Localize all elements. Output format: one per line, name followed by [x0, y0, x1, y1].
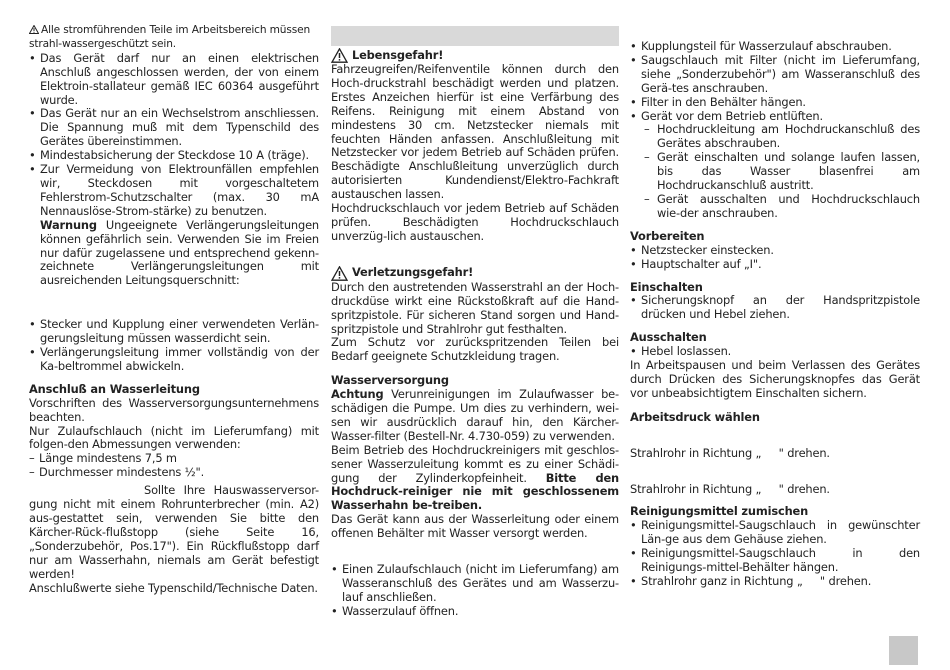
section-title-vorbereiten: Vorbereiten	[630, 228, 705, 243]
paragraph: In Arbeitspausen und beim Verlassen des Gerätes durch Drücken des Sicherungsknopfes das Gerät vor unbeabsichtigtem Einschalten sichern.	[630, 358, 920, 400]
paragraph: Beim Betrieb des Hochdruckreinigers mit geschlos-sener Wasserzuleitung kommt es zu einer Schädi-gung der Zylinderkopfeinheit. Bitte den Hochdruck-reiniger nie mit geschlossenem Wasserhahn be-treiben.	[331, 442, 619, 513]
paragraph: Nur Zulaufschlauch (nicht im Lieferumfang) mit folgen-den Abmessungen verwenden:	[29, 423, 319, 452]
section-title-einschalten: Einschalten	[630, 279, 703, 294]
list-item: • Das Gerät darf nur an einen elektrischen Anschluß angeschlossen werden, der von einem Elektroin-stallateur gemäß IEC 60364 ausgeführt wurde.	[29, 52, 319, 108]
section-title-wasserversorgung: Wasserversorgung	[331, 373, 449, 388]
paragraph: Das Gerät kann aus der Wasserleitung oder einem offenen Behälter mit Wasser versorgt werden.	[331, 512, 619, 541]
list-item: – Hochdruckleitung am Hochdruckanschluß des Gerätes abschrauben.	[630, 123, 920, 151]
warnung-text: Ungeeignete Verlängerungsleitungen können gefährlich sein. Verwenden Sie im Freien nur dafür zugelassene und entsprechend gekenn-zeichnete Verlängerungsleitungen mit ausreichenden Leitungsquerschnitt:	[40, 217, 319, 288]
list-item: – Gerät einschalten und solange laufen lassen, bis das Wasser blasenfrei am Hochdruckanschluß austritt.	[630, 151, 920, 193]
section-title-ausschalten: Ausschalten	[630, 330, 707, 345]
header-bar	[331, 26, 619, 46]
paragraph: Fahrzeugreifen/Reifenventile können durch den Hoch-druckstrahl beschädigt werden und platzen. Erstes Anzeichen hierfür ist eine Verfärbung des Reifens. Reinigung mit einem Abstand von mindestens 30 cm. Netzstecker niemals mit feuchten Händen anfassen. Anschlußleitung mit Netzstecker vor jedem Betrieb auf Schäden prüfen. Beschädigte Anschlußleitung unverzüglich durch autorisierten Kundendienst/Elektro-Fachkraft austauschen lassen.	[331, 62, 619, 202]
list-item: • Verlängerungsleitung immer vollständig von der Ka-beltrommel abwickeln.	[29, 346, 319, 374]
list-item: • Hauptschalter auf „I".	[630, 258, 920, 272]
section-title-arbeitsdruck: Arbeitsdruck wählen	[630, 409, 760, 424]
list-item: • Gerät vor dem Betrieb entlüften.	[630, 110, 920, 124]
list-item: • Netzstecker einstecken.	[630, 244, 920, 258]
column-1	[29, 24, 319, 595]
paragraph: Sollte Ihre Hauswasserversor-gung nicht mit einem Rohrunterbrecher (min. A2) aus-gestattet sein, verwenden Sie bitte den Kärcher-Rück-flußstopp (siehe Seite 16, „Sonderzubehör, Pos.17"). Ein Rückflußstopp darf nur am Wasserhahn, niemals am Gerät befestigt werden!	[29, 483, 319, 581]
injury-heading: Verletzungsgefahr!	[331, 266, 619, 281]
warnung-paragraph	[29, 219, 319, 289]
list-item: • Zur Vermeidung von Elektrounfällen empfehlen wir, Steckdosen mit vorgeschaltetem Fehlerstrom-Schutzschalter (max. 30 mA Nennauslöse-Strom-stärke) zu benutzen.	[29, 163, 319, 219]
section-title-reinigungsmittel: Reinigungsmittel zumischen	[630, 504, 809, 519]
column-3	[630, 40, 920, 589]
list-item: • Hebel loslassen.	[630, 345, 920, 359]
list-item: • Reinigungsmittel-Saugschlauch in gewünschter Län-ge aus dem Gehäuse ziehen.	[630, 519, 920, 547]
intro-warning: Alle stromführenden Teile im Arbeitsbereich müssen strahl-wassergeschützt sein.	[29, 24, 311, 50]
list-item: • Einen Zulaufschlauch (nicht im Lieferumfang) am Wasseranschluß des Gerätes und am Wasserzu-lauf anschließen.	[331, 563, 619, 605]
section-title-anschluss: Anschluß an Wasserleitung	[29, 381, 200, 396]
list-item: – Länge mindestens 7,5 m	[29, 452, 319, 466]
list-item: • Filter in den Behälter hängen.	[630, 96, 920, 110]
list-item: • Das Gerät nur an ein Wechselstrom anschliessen. Die Spannung muß mit dem Typenschild des Gerätes übereinstimmen.	[29, 107, 319, 149]
list-item: – Durchmesser mindestens ½".	[29, 466, 319, 480]
danger-heading: Lebensgefahr!	[331, 48, 619, 63]
list-item: • Stecker und Kupplung einer verwendeten Verlän-gerungsleitung müssen wasserdicht sein.	[29, 318, 319, 346]
list-item: • Wasserzulauf öffnen.	[331, 605, 619, 619]
list-item: • Strahlrohr ganz in Richtung „ " drehen.	[630, 575, 920, 589]
paragraph: Zum Schutz vor zurückspritzenden Teilen bei Bedarf geeignete Schutzkleidung tragen.	[331, 335, 619, 364]
column-2	[331, 48, 619, 619]
warnung-label: Warnung	[40, 217, 97, 232]
pressure-line: Strahlrohr in Richtung „ " drehen.	[630, 445, 830, 460]
list-item: • Reinigungsmittel-Saugschlauch in den Reinigungs-mittel-Behälter hängen.	[630, 547, 920, 575]
pressure-line: Strahlrohr in Richtung „ " drehen.	[630, 481, 830, 496]
list-item: • Mindestabsicherung der Steckdose 10 A (träge).	[29, 149, 319, 163]
paragraph: Durch den austretenden Wasserstrahl an der Hoch-druckdüse wirkt eine Rückstoßkraft auf die Hand-spritzpistole. Für sicheren Stand sorgen und Hand-spritzpistole und Strahlrohr gut festhalten.	[331, 279, 619, 336]
page-marker	[889, 636, 918, 665]
warning-triangle-icon	[331, 266, 348, 281]
paragraph: Anschlußwerte siehe Typenschild/Technische Daten.	[29, 580, 318, 595]
list-item: • Saugschlauch mit Filter (nicht im Lieferumfang, siehe „Sonderzubehör") am Wasseranschluß des Gerä-tes anschrauben.	[630, 54, 920, 96]
list-item: • Kupplungsteil für Wasserzulauf abschrauben.	[630, 40, 920, 54]
list-item: • Sicherungsknopf an der Handspritzpistole drücken und Hebel ziehen.	[630, 294, 920, 322]
achtung-label: Achtung	[331, 387, 384, 402]
paragraph: Hochdruckschlauch vor jedem Betrieb auf Schäden prüfen. Beschädigten Hochdruckschlauch unverzüg-lich austauschen.	[331, 201, 619, 243]
warning-triangle-icon	[29, 25, 39, 34]
paragraph: Vorschriften des Wasserversorgungsunternehmens beachten.	[29, 395, 319, 424]
warning-triangle-icon	[331, 48, 348, 63]
achtung-paragraph: Achtung Verunreinigungen im Zulaufwasser be-schädigen die Pumpe. Um dies zu verhindern, wei-sen wir ausdrücklich darauf hin, den Kärcher-Wasser-filter (Bestell-Nr. 4.730-059) zu verwenden.	[331, 387, 619, 443]
list-item: – Gerät ausschalten und Hochdruckschlauch wie-der anschrauben.	[630, 193, 920, 221]
